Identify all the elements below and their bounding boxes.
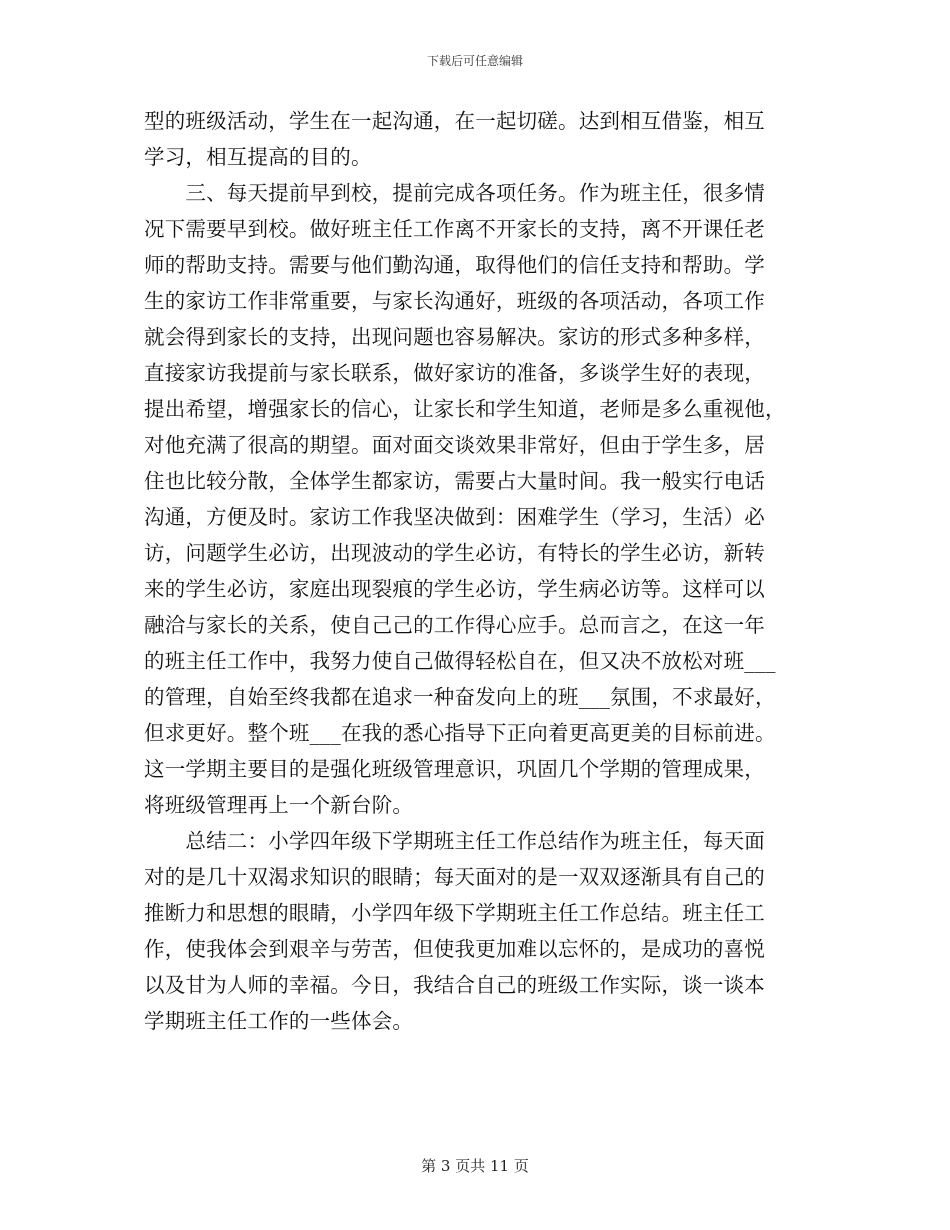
text-line: 这一学期主要目的是强化班级管理意识，巩固几个学期的管理成果， — [144, 757, 765, 781]
text-line: 来的学生必访，家庭出现裂痕的学生必访，学生病必访等。这样可以 — [144, 577, 765, 601]
text-line: 况下需要早到校。做好班主任工作离不开家长的支持，离不开课任老 — [144, 217, 765, 241]
text-line: 但求更好。整个班___在我的悉心指导下正向着更高更美的目标前进。 — [144, 721, 776, 745]
text-line: 对他充满了很高的期望。面对面交谈效果非常好，但由于学生多，居 — [144, 433, 765, 457]
page-header: 下载后可任意编辑 — [426, 54, 523, 68]
text-line: 以及甘为人师的幸福。今日，我结合自己的班级工作实际，谈一谈本 — [144, 973, 765, 997]
text-line: 的管理，自始至终我都在追求一种奋发向上的班___氛围，不求最好， — [144, 685, 776, 709]
document-body — [144, 103, 808, 1039]
text-line: 沟通，方便及时。家访工作我坚决做到：困难学生（学习，生活）必 — [144, 505, 765, 529]
text-line: 将班级管理再上一个新台阶。 — [144, 793, 414, 817]
text-line: 住也比较分散，全体学生都家访，需要占大量时间。我一般实行电话 — [144, 469, 765, 493]
text-line: 融洽与家长的关系，使自己己的工作得心应手。总而言之，在这一年 — [144, 613, 765, 637]
text-line: 生的家访工作非常重要，与家长沟通好，班级的各项活动，各项工作 — [144, 289, 765, 313]
text-line: 总结二：小学四年级下学期班主任工作总结作为班主任，每天面 — [144, 829, 765, 853]
text-line: 的班主任工作中，我努力使自己做得轻松自在，但又决不放松对班___ — [144, 649, 776, 673]
text-line: 推断力和思想的眼睛，小学四年级下学期班主任工作总结。班主任工 — [144, 901, 765, 925]
page-footer: 第 3 页共 11 页 — [421, 1157, 529, 1175]
text-line: 作，使我体会到艰辛与劳苦，但使我更加难以忘怀的，是成功的喜悦 — [144, 937, 765, 961]
text-line: 就会得到家长的支持，出现问题也容易解决。家访的形式多种多样， — [144, 325, 765, 349]
text-line: 师的帮助支持。需要与他们勤沟通，取得他们的信任支持和帮助。学 — [144, 253, 765, 277]
text-line: 型的班级活动，学生在一起沟通，在一起切磋。达到相互借鉴，相互 — [144, 109, 765, 133]
text-line: 学习，相互提高的目的。 — [144, 145, 372, 169]
text-line: 学期班主任工作的一些体会。 — [144, 1009, 414, 1033]
text-line: 对的是几十双渴求知识的眼睛；每天面对的是一双双逐渐具有自己的 — [144, 865, 765, 889]
text-line: 访，问题学生必访，出现波动的学生必访，有特长的学生必访，新转 — [144, 541, 765, 565]
text-line: 提出希望，增强家长的信心，让家长和学生知道，老师是多么重视他， — [144, 397, 786, 421]
text-line: 直接家访我提前与家长联系，做好家访的准备，多谈学生好的表现， — [144, 361, 765, 385]
text-line: 三、每天提前早到校，提前完成各项任务。作为班主任，很多情 — [144, 181, 765, 205]
